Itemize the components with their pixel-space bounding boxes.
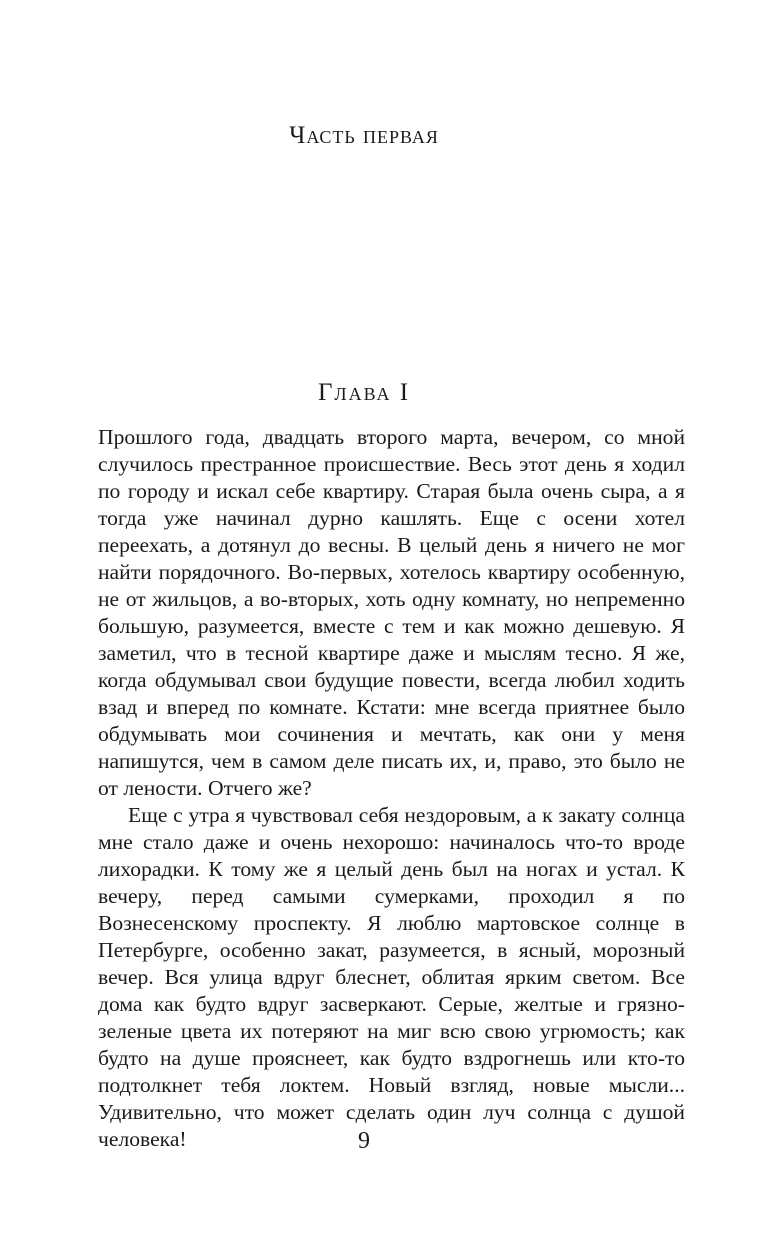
- paragraph: Прошлого года, двадцать второго марта, вечером, со мной случилось престранное происшествие. Весь этот день я ходил по городу и искал себе квартиру. Старая была очень сыра, а я тогда уже начинал дурно кашлять. Еще с осени хотел переехать, а дотянул до весны. В целый день я ничего не мог найти порядочного. Во-первых, хотелось квартиру особенную, не от жильцов, а во-вторых, хоть одну комнату, но непременно большую, разумеется, вместе с тем и как можно дешевую. Я заметил, что в тесной квартире даже и мыслям тесно. Я же, когда обдумывал свои будущие повести, всегда любил ходить взад и вперед по комнате. Кстати: мне всегда приятнее было обдумывать мои сочинения и мечтать, как они у меня напишутся, чем в самом деле писать их, и, право, это было не от лености. Отчего же?: [98, 425, 685, 800]
- chapter-title: Глава I: [317, 379, 411, 406]
- part-title: Часть первая: [289, 122, 439, 149]
- paragraph: Еще с утра я чувствовал себя нездоровым, а к закату солнца мне стало даже и очень нехорошо: начиналось что-то вроде лихорадки. К тому же я целый день был на ногах и устал. К вечеру, перед самыми сумерками, проходил я по Вознесенскому проспекту. Я люблю мартовское солнце в Петербурге, особенно закат, разумеется, в ясный, морозный вечер. Вся улица вдруг блеснет, облитая ярким светом. Все дома как будто вдруг засверкают. Серые, желтые и грязно-зеленые цвета их потеряют на миг всю свою угрюмость; как будто на душе прояснеет, как будто вздрогнешь или кто-то подтолкнет тебя локтем. Новый взгляд, новые мысли... Удивительно, что может сделать один луч солнца с душой человека!: [98, 803, 685, 1151]
- chapter-text: [98, 424, 685, 1153]
- page-number: 9: [358, 1128, 370, 1154]
